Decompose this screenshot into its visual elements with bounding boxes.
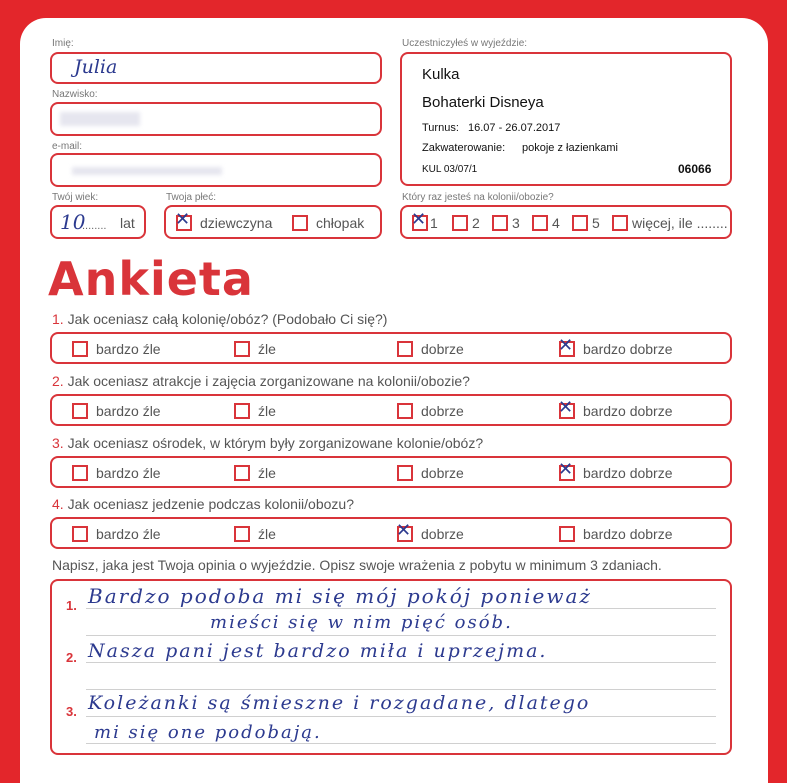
- trip-name: Kulka: [422, 66, 460, 83]
- q4-option-4-label: bardzo dobrze: [583, 526, 673, 542]
- q4-option-1-checkbox[interactable]: [72, 526, 88, 542]
- question-3: [52, 435, 483, 451]
- times-5-checkbox[interactable]: [572, 215, 588, 231]
- question-text: Jak oceniasz ośrodek, w którym były zorganizowane kolonie/obóz?: [67, 435, 484, 451]
- q1-option-4-checkbox[interactable]: [558, 335, 575, 357]
- question-2: [52, 373, 470, 389]
- redacted-email: [72, 167, 222, 175]
- name-label: Imię:: [52, 38, 74, 49]
- times-more-checkbox[interactable]: [612, 215, 628, 231]
- q3-option-1-label: bardzo źle: [96, 465, 161, 481]
- accommodation-label: Zakwaterowanie:: [422, 142, 506, 154]
- survey-title: Ankieta: [48, 252, 254, 306]
- opinion-line-4: Koleżanki są śmieszne i rozgadane, dlatego: [88, 692, 591, 714]
- name-field[interactable]: [50, 52, 382, 84]
- gender-boy-checkbox[interactable]: [292, 215, 308, 231]
- times-field: [400, 205, 732, 239]
- q3-option-4-checkbox[interactable]: [558, 459, 575, 481]
- check-mark-icon: ✕: [411, 209, 427, 230]
- answer-row-1: [50, 332, 732, 364]
- times-1-label: 1: [430, 215, 438, 231]
- q4-option-1-label: bardzo źle: [96, 526, 161, 542]
- q4-option-4-checkbox[interactable]: [559, 526, 575, 542]
- q1-option-1-label: bardzo źle: [96, 341, 161, 357]
- times-4-checkbox[interactable]: [532, 215, 548, 231]
- q1-option-1-checkbox[interactable]: [72, 341, 88, 357]
- redacted-surname: [60, 112, 140, 126]
- question-number: 3.: [52, 435, 64, 451]
- times-3-label: 3: [512, 215, 520, 231]
- q4-option-2-label: źle: [258, 526, 276, 542]
- age-field[interactable]: [50, 205, 146, 239]
- turnus-value: 16.07 - 26.07.2017: [468, 122, 561, 134]
- gender-girl-label: dziewczyna: [200, 215, 273, 231]
- question-number: 4.: [52, 496, 64, 512]
- q1-option-3-label: dobrze: [421, 341, 464, 357]
- answer-row-3: [50, 456, 732, 488]
- q3-option-2-checkbox[interactable]: [234, 465, 250, 481]
- check-mark-icon: ✕: [558, 459, 574, 480]
- times-more-label: więcej, ile ........: [632, 215, 728, 231]
- opinion-number-2: 2.: [66, 650, 77, 665]
- q4-option-3-label: dobrze: [421, 526, 464, 542]
- question-1: [52, 311, 387, 327]
- q1-option-3-checkbox[interactable]: [397, 341, 413, 357]
- gender-girl-checkbox[interactable]: [175, 209, 192, 231]
- age-unit: lat: [120, 215, 135, 231]
- opinion-line-2: mieści się w nim pięć osób.: [210, 612, 513, 633]
- answer-row-2: [50, 394, 732, 426]
- name-value: Julia: [74, 56, 118, 78]
- ruled-line: [86, 608, 716, 609]
- times-4-label: 4: [552, 215, 560, 231]
- ruled-line: [86, 635, 716, 636]
- q4-option-3-checkbox[interactable]: [396, 520, 413, 542]
- turnus-label: Turnus:: [422, 122, 459, 134]
- q3-option-3-label: dobrze: [421, 465, 464, 481]
- question-text: Jak oceniasz jedzenie podczas kolonii/obozu?: [67, 496, 354, 512]
- question-text: Jak oceniasz atrakcje i zajęcia zorganizowane na kolonii/obozie?: [67, 373, 470, 389]
- email-label: e-mail:: [52, 141, 83, 152]
- age-value: 10: [60, 210, 86, 234]
- ruled-line: [86, 743, 716, 744]
- times-2-label: 2: [472, 215, 480, 231]
- age-dots: ........: [82, 220, 107, 232]
- times-3-checkbox[interactable]: [492, 215, 508, 231]
- surname-label: Nazwisko:: [52, 89, 98, 100]
- check-mark-icon: ✕: [558, 397, 574, 418]
- accommodation-value: pokoje z łazienkami: [522, 142, 618, 154]
- gender-boy-label: chłopak: [316, 215, 365, 231]
- question-number: 2.: [52, 373, 64, 389]
- check-mark-icon: ✕: [396, 520, 412, 541]
- question-text: Jak oceniasz całą kolonię/obóz? (Podobało Ci się?): [67, 311, 388, 327]
- question-4: [52, 496, 354, 512]
- q2-option-1-checkbox[interactable]: [72, 403, 88, 419]
- trip-label: Uczestniczyłeś w wyjeździe:: [402, 38, 528, 49]
- opinion-number-1: 1.: [66, 598, 77, 613]
- age-label: Twój wiek:: [52, 192, 99, 203]
- opinion-line-3: Nasza pani jest bardzo miła i uprzejma.: [88, 640, 548, 662]
- ruled-line: [86, 689, 716, 690]
- trip-box: [400, 52, 732, 186]
- opinion-number-3: 3.: [66, 704, 77, 719]
- q4-option-2-checkbox[interactable]: [234, 526, 250, 542]
- trip-number: 06066: [678, 162, 712, 176]
- surname-field[interactable]: [50, 102, 382, 136]
- gender-field: [164, 205, 382, 239]
- check-mark-icon: ✕: [175, 209, 191, 230]
- ruled-line: [86, 662, 716, 663]
- q3-option-3-checkbox[interactable]: [397, 465, 413, 481]
- q2-option-2-label: źle: [258, 403, 276, 419]
- opinion-line-5: mi się one podobają.: [94, 722, 322, 743]
- q2-option-3-checkbox[interactable]: [397, 403, 413, 419]
- trip-theme: Bohaterki Disneya: [422, 94, 544, 111]
- q1-option-2-checkbox[interactable]: [234, 341, 250, 357]
- times-label: Który raz jesteś na kolonii/obozie?: [402, 192, 554, 203]
- q2-option-1-label: bardzo źle: [96, 403, 161, 419]
- gender-label: Twoja płeć:: [166, 192, 217, 203]
- question-number: 1.: [52, 311, 64, 327]
- answer-row-4: [50, 517, 732, 549]
- times-5-label: 5: [592, 215, 600, 231]
- q1-option-2-label: źle: [258, 341, 276, 357]
- times-2-checkbox[interactable]: [452, 215, 468, 231]
- email-field[interactable]: [50, 153, 382, 187]
- q1-option-4-label: bardzo dobrze: [583, 341, 673, 357]
- q3-option-2-label: źle: [258, 465, 276, 481]
- ruled-line: [86, 716, 716, 717]
- times-1-checkbox[interactable]: [411, 209, 428, 231]
- trip-code: KUL 03/07/1: [422, 164, 478, 175]
- q3-option-1-checkbox[interactable]: [72, 465, 88, 481]
- q2-option-2-checkbox[interactable]: [234, 403, 250, 419]
- opinion-prompt: Napisz, jaka jest Twoja opinia o wyjeździe. Opisz swoje wrażenia z pobytu w minimum 3 zdaniach.: [52, 557, 662, 573]
- q2-option-4-label: bardzo dobrze: [583, 403, 673, 419]
- q3-option-4-label: bardzo dobrze: [583, 465, 673, 481]
- check-mark-icon: ✕: [558, 335, 574, 356]
- q2-option-4-checkbox[interactable]: [558, 397, 575, 419]
- opinion-line-1: Bardzo podoba mi się mój pokój ponieważ: [88, 584, 592, 608]
- q2-option-3-label: dobrze: [421, 403, 464, 419]
